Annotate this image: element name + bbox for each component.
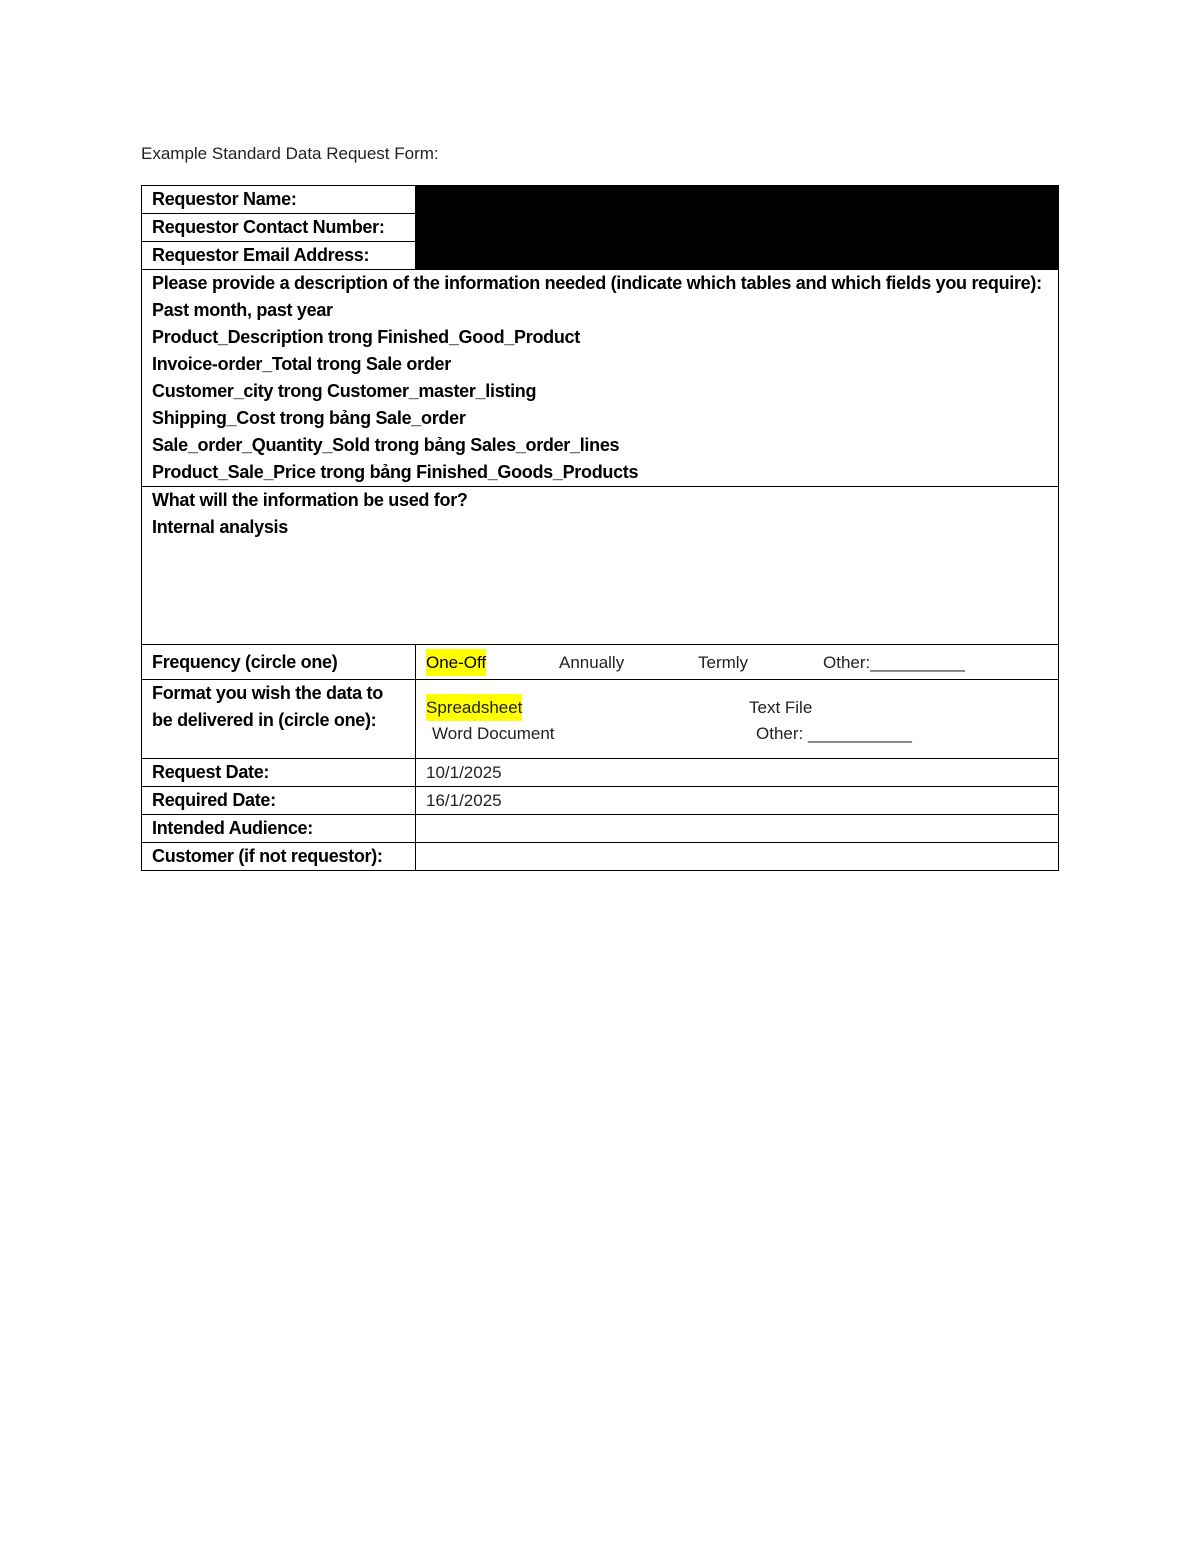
audience-row bbox=[142, 815, 1059, 843]
purpose-question: What will the information be used for? bbox=[152, 490, 468, 510]
format-row bbox=[142, 680, 1059, 759]
requestor-email-redacted bbox=[416, 242, 1059, 270]
description-line: Product_Description trong Finished_Good_Product bbox=[152, 327, 580, 347]
requestor-name-redacted bbox=[416, 186, 1059, 214]
required-date-value: 16/1/2025 bbox=[416, 787, 1059, 815]
requestor-email-label: Requestor Email Address: bbox=[142, 242, 416, 270]
description-line: Customer_city trong Customer_master_listing bbox=[152, 381, 537, 401]
description-line: Sale_order_Quantity_Sold trong bảng Sales_order_lines bbox=[152, 435, 620, 455]
frequency-row bbox=[142, 645, 1059, 680]
frequency-option-other[interactable]: Other:__________ bbox=[823, 653, 965, 672]
request-date-row bbox=[142, 759, 1059, 787]
frequency-options bbox=[416, 645, 1059, 680]
requestor-name-label: Requestor Name: bbox=[142, 186, 416, 214]
frequency-option-termly[interactable]: Termly bbox=[698, 653, 749, 672]
requestor-name-row bbox=[142, 186, 1059, 214]
frequency-option-annually[interactable]: Annually bbox=[559, 653, 625, 672]
purpose-row bbox=[142, 487, 1059, 645]
requestor-contact-row bbox=[142, 214, 1059, 242]
description-line: Product_Sale_Price trong bảng Finished_Goods_Products bbox=[152, 462, 639, 482]
customer-value[interactable] bbox=[416, 843, 1059, 871]
required-date-row bbox=[142, 787, 1059, 815]
description-cell bbox=[142, 270, 1059, 487]
purpose-answer: Internal analysis bbox=[152, 517, 288, 537]
format-label: Format you wish the data to be delivered in (circle one): bbox=[142, 680, 416, 759]
format-option-text-file[interactable]: Text File bbox=[749, 698, 813, 717]
page-title: Example Standard Data Request Form: bbox=[141, 144, 439, 163]
requestor-contact-redacted bbox=[416, 214, 1059, 242]
format-option-other[interactable]: Other: ___________ bbox=[756, 724, 912, 743]
purpose-cell bbox=[142, 487, 1059, 645]
request-date-label: Request Date: bbox=[142, 759, 416, 787]
description-row bbox=[142, 270, 1059, 487]
customer-label: Customer (if not requestor): bbox=[142, 843, 416, 871]
required-date-label: Required Date: bbox=[142, 787, 416, 815]
description-line: Invoice-order_Total trong Sale order bbox=[152, 354, 451, 374]
format-option-word-document[interactable]: Word Document bbox=[432, 724, 555, 743]
customer-row bbox=[142, 843, 1059, 871]
description-line: Please provide a description of the information needed (indicate which tables and which fields you require): Past month, past year bbox=[152, 273, 1042, 320]
format-options bbox=[416, 680, 1059, 759]
format-option-spreadsheet[interactable]: Spreadsheet bbox=[426, 694, 522, 721]
description-line: Shipping_Cost trong bảng Sale_order bbox=[152, 408, 466, 428]
audience-label: Intended Audience: bbox=[142, 815, 416, 843]
requestor-email-row bbox=[142, 242, 1059, 270]
request-date-value: 10/1/2025 bbox=[416, 759, 1059, 787]
audience-value[interactable] bbox=[416, 815, 1059, 843]
requestor-contact-label: Requestor Contact Number: bbox=[142, 214, 416, 242]
data-request-form bbox=[141, 185, 1059, 871]
frequency-option-one-off[interactable]: One-Off bbox=[426, 649, 486, 676]
frequency-label: Frequency (circle one) bbox=[142, 645, 416, 680]
